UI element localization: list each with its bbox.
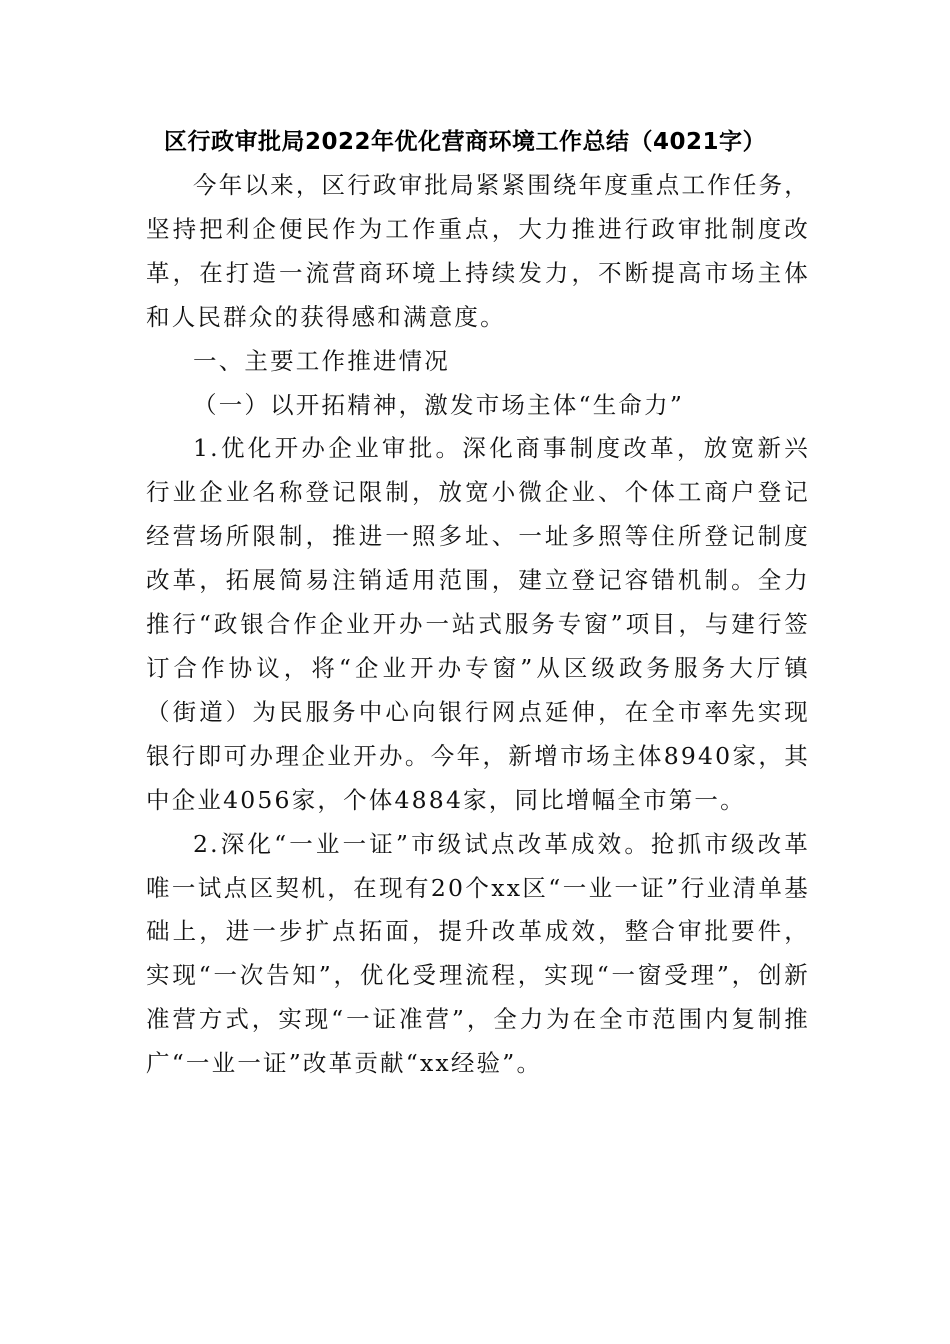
document-body [146,120,810,1086]
item-paragraph-2: 2.深化“一业一证”市级试点改革成效。抢抓市级改革唯一试点区契机，在现有20个xx区“一业一证”行业清单基础上，进一步扩点拓面，提升改革成效，整合审批要件，实现“一次告知”，优化受理流程，实现“一窗受理”，创新准营方式，实现“一证准营”，全力为在全市范围内复制推广“一业一证”改革贡献“xx经验”。 [146,829,810,1078]
intro-paragraph: 今年以来，区行政审批局紧紧围绕年度重点工作任务，坚持把利企便民作为工作重点，大力推进行政审批制度改革，在打造一流营商环境上持续发力，不断提高市场主体和人民群众的获得感和满意度。 [146,171,810,331]
subsection-heading: （一）以开拓精神，激发市场主体“生命力” [193,390,685,419]
document-title: 区行政审批局2022年优化营商环境工作总结（4021字） [164,129,767,155]
item-paragraph-1: 1.优化开办企业审批。深化商事制度改革，放宽新兴行业企业名称登记限制，放宽小微企业、个体工商户登记经营场所限制，推进一照多址、一址多照等住所登记制度改革，拓展简易注销适用范围，建立登记容错机制。全力推行“政银合作企业开办一站式服务专窗”项目，与建行签订合作协议，将“企业开办专窗”从区级政务服务大厅镇（街道）为民服务中心向银行网点延伸，在全市率先实现银行即可办理企业开办。今年，新增市场主体8940家，其中企业4056家，个体4884家，同比增幅全市第一。 [146,434,810,814]
section-heading: 一、主要工作推进情况 [193,346,450,375]
